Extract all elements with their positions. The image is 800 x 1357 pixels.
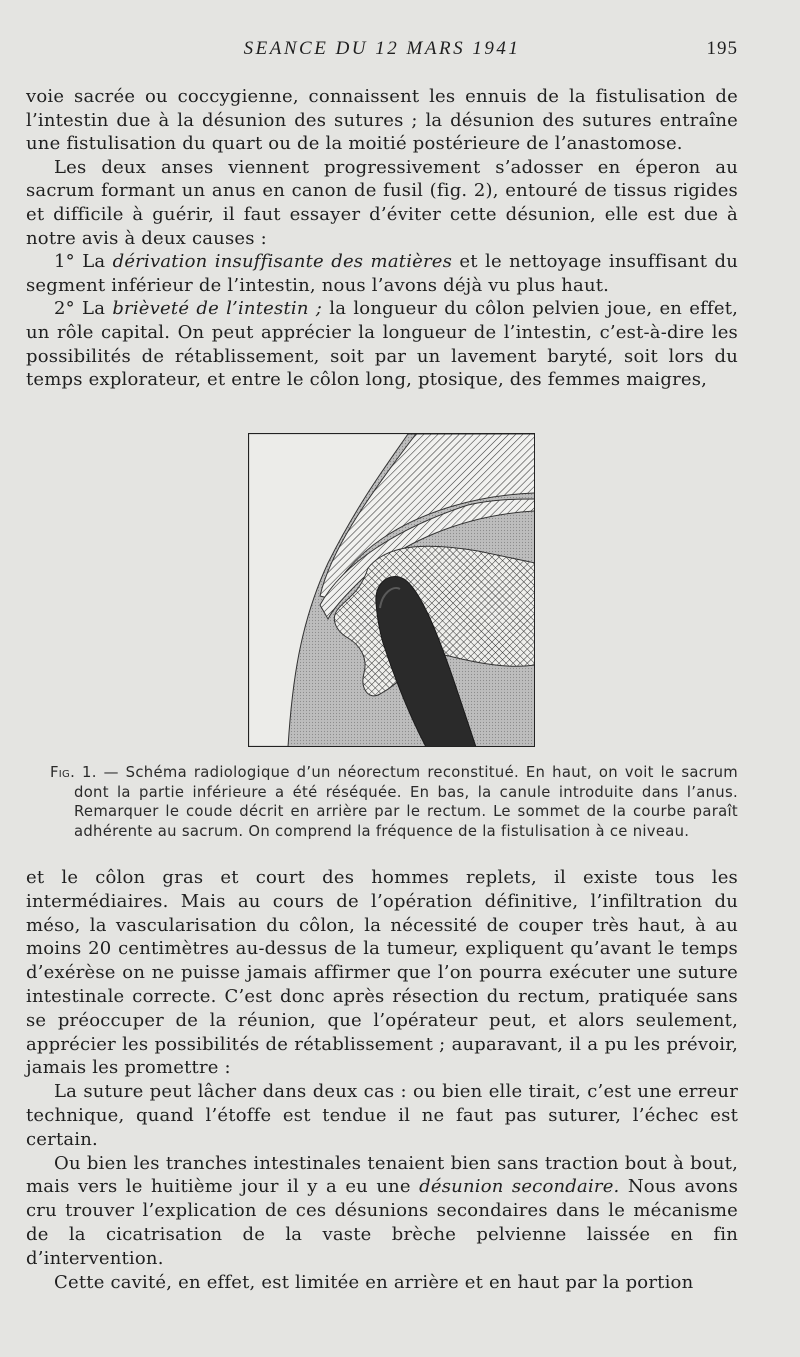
list-item-2-la: La (82, 298, 106, 320)
list-item-2-text: la longueur du côlon pelvien joue, en effet, un rôle capital. On peut apprécier la longueur de l’intestin, c’est-à-dire les possibilités de rétablissement, soit par un lavement baryté, soit lors du temps explorateur, et entre le côlon long, ptosique, des femmes maigres, (26, 298, 739, 391)
top-text-block (26, 85, 738, 392)
list-item-1-emphasis: dérivation insuffisante des matières (112, 251, 453, 273)
figure-caption (50, 763, 738, 841)
paragraph-5-after: Nous avons cru trouver l’explication de ces désunions secondaires dans le mécanisme de la cicatrisation de la vaste brèche pelvienne laissée en fin d’intervention. (26, 1176, 739, 1269)
list-item-2 (26, 297, 738, 391)
caption-label: Fig. 1. (50, 764, 97, 781)
page-number: 195 (706, 38, 738, 59)
paragraph-2: Les deux anses viennent progressivement s’adosser en éperon au sacrum formant un anus en canon de fusil (fig. 2), entouré de tissus rigides et difficile à guérir, il faut essayer d’éviter cette désunion, elle est due à notre avis à deux causes : (26, 156, 738, 249)
caption-text: — Schéma radiologique d’un néorectum reconstitué. En haut, on voit le sacrum dont la partie inférieure a été réséquée. En bas, la canule introduite dans l’anus. Remarquer le coude décrit en arrière par le rectum. Le sommet de la courbe paraît adhérente au sacrum. On comprend la fréquence de la fistulisation à ce niveau. (74, 764, 738, 840)
list-item-2-emphasis: brièveté de l’intestin ; (112, 298, 323, 320)
paragraph-1: voie sacrée ou coccygienne, connaissent les ennuis de la fistulisation de l’intestin due à la désunion des sutures ; la désunion des sutures entraîne une fistulisation du quart ou de la moitié postérieure de l’anastomose. (26, 86, 738, 155)
list-item-2-number: 2° (54, 298, 75, 320)
list-item-1-la: La (82, 251, 106, 273)
bottom-text-block (26, 866, 738, 1294)
paragraph-4: La suture peut lâcher dans deux cas : ou bien elle tirait, c’est une erreur technique, quand l’étoffe est tendue il ne faut pas suturer, l’échec est certain. (26, 1081, 738, 1150)
paragraph-3: et le côlon gras et court des hommes replets, il existe tous les intermédiaires. Mais au cours de l’opération définitive, l’infiltration du méso, la vascularisation du côlon, la nécessité de couper très haut, à au moins 20 centimètres au-dessus de la tumeur, expliquent qu’avant le temps d’exérèse on ne puisse jamais affirmer que l’on pourra exécuter une suture intestinale correcte. C’est donc après résection du rectum, pratiquée sans se préoccuper de la réunion, que l’opérateur peut, et alors seulement, apprécier les possibilités de rétablissement ; auparavant, il a pu les prévoir, jamais les promettre : (26, 867, 738, 1079)
paragraph-5-emphasis: désunion secondaire. (419, 1176, 620, 1198)
running-title: SEANCE DU 12 MARS 1941 (243, 38, 521, 59)
paragraph-5 (26, 1152, 738, 1271)
list-item-1 (26, 250, 738, 297)
list-item-1-number: 1° (54, 251, 75, 273)
figure-1 (248, 433, 535, 747)
paragraph-6: Cette cavité, en effet, est limitée en arrière et en haut par la portion (54, 1271, 694, 1293)
running-head (26, 38, 738, 62)
radiological-schema (248, 433, 535, 747)
list-item-1-text: et le nettoyage insuffisant du segment inférieur de l’intestin, nous l’avons déjà vu plus haut. (26, 251, 739, 296)
paragraph-5-before: Ou bien les tranches intestinales tenaient bien sans traction bout à bout, mais vers le huitième jour il y a eu une (26, 1152, 738, 1198)
